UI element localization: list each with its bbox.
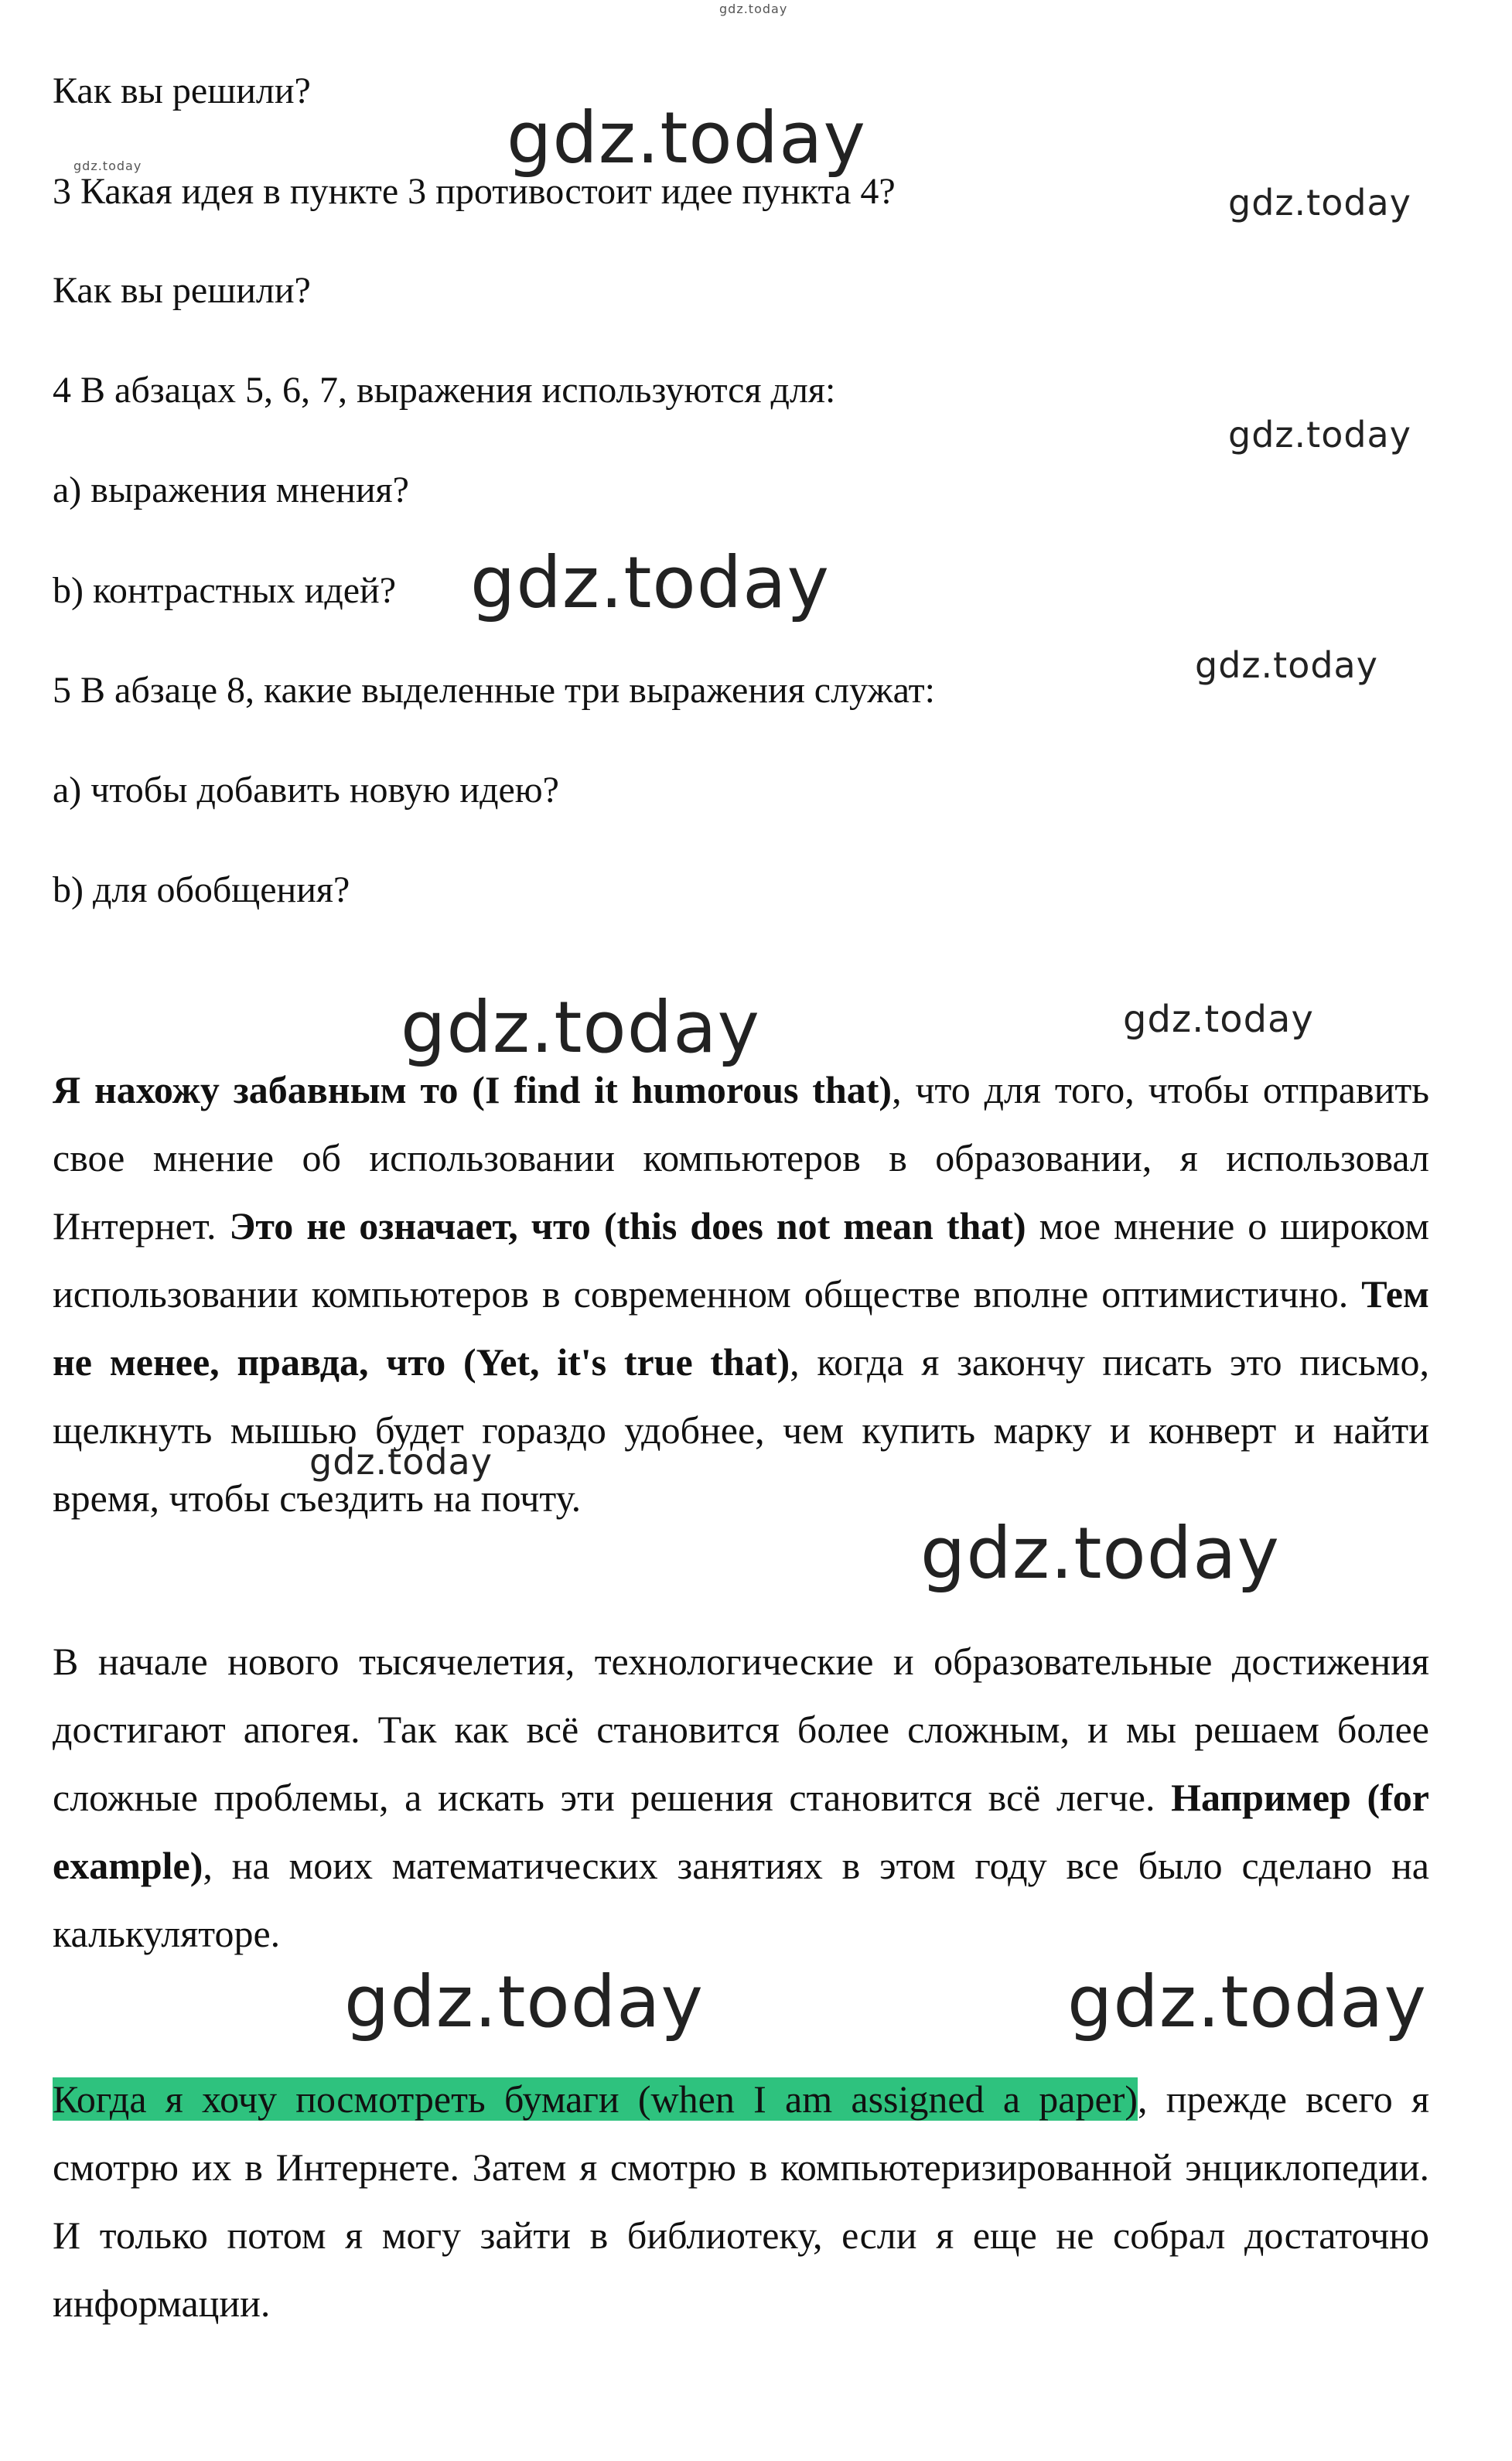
watermark: gdz.today	[1228, 182, 1411, 224]
bold-phrase: Например (for example)	[53, 1776, 1429, 1887]
answer-paragraph-1	[53, 1056, 1429, 1532]
question-line: a) чтобы добавить новую идею?	[53, 770, 559, 811]
watermark: gdz.today	[920, 1512, 1280, 1595]
watermark: gdz.today	[1228, 414, 1411, 456]
answer-paragraph-3	[53, 2065, 1429, 2337]
question-line: Как вы решили?	[53, 270, 311, 311]
bold-phrase: Я нахожу забавным то (I find it humorous that)	[53, 1068, 893, 1111]
question-line: 4 В абзацах 5, 6, 7, выражения используются для:	[53, 370, 836, 411]
question-line: a) выражения мнения?	[53, 469, 409, 510]
watermark: gdz.today	[1067, 1961, 1427, 2043]
watermark: gdz.today	[1195, 644, 1378, 686]
answer-paragraph-2	[53, 1627, 1429, 1968]
bold-phrase: Это не означает, что (this does not mean that)	[229, 1204, 1026, 1248]
watermark: gdz.today	[401, 986, 760, 1069]
watermark: gdz.today	[719, 2, 788, 16]
question-line: b) для обобщения?	[53, 869, 350, 910]
question-line: 5 В абзаце 8, какие выделенные три выражения служат:	[53, 670, 935, 711]
watermark: gdz.today	[309, 1441, 493, 1483]
highlighted-phrase: Когда я хочу посмотреть бумаги (when I am assigned a paper)	[53, 2077, 1138, 2121]
bold-phrase: Тем не менее, правда, что (Yet, it's true that)	[53, 1272, 1429, 1384]
body-text: , когда я закончу писать это письмо, щелкнуть мышью будет гораздо удобнее, чем купить марку и конверт и найти время, чтобы съездить на почту.	[53, 1340, 1429, 1520]
body-text: , что для того, чтобы отправить свое мнение об использовании компьютеров в образовании, я использовал Интернет.	[53, 1068, 1429, 1248]
question-line: b) контрастных идей?	[53, 570, 397, 611]
watermark: gdz.today	[470, 541, 830, 624]
watermark: gdz.today	[507, 97, 866, 179]
watermark: gdz.today	[73, 159, 142, 173]
body-text: , на моих математических занятиях в этом году все было сделано на калькуляторе.	[53, 1844, 1429, 1955]
body-text: , прежде всего я смотрю их в Интернете. Затем я смотрю в компьютеризированной энциклопедии. И только потом я могу зайти в библиотеку, если я еще не собрал достаточно информации.	[53, 2077, 1429, 2325]
question-line: Как вы решили?	[53, 70, 311, 111]
body-text: В начале нового тысячелетия, технологические и образовательные достижения достигают апогея. Так как всё становится более сложным, и мы решаем более сложные проблемы, а искать эти решения становится всё легче.	[53, 1640, 1429, 1819]
body-text: мое мнение о широком использовании компьютеров в современном обществе вполне оптимистично.	[53, 1204, 1429, 1316]
question-line: 3 Какая идея в пункте 3 противостоит идее пункта 4?	[53, 171, 896, 212]
watermark: gdz.today	[1123, 998, 1314, 1041]
watermark: gdz.today	[344, 1961, 704, 2043]
